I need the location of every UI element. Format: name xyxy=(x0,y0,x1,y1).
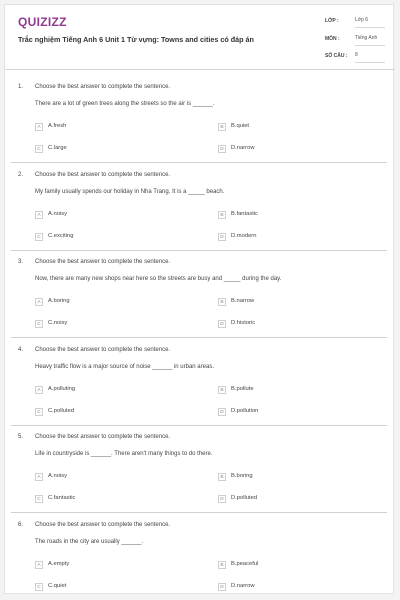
option-letter-box: D xyxy=(218,408,226,416)
option-label: A.fresh xyxy=(48,123,67,129)
count-label: SỐ CÂU : xyxy=(325,53,348,59)
option-letter-box: B xyxy=(218,298,226,306)
option-letter-box: A xyxy=(35,561,43,569)
option-label: C.exciting xyxy=(48,232,74,239)
option-letter-box: A xyxy=(35,473,43,481)
question-instruction: Choose the best answer to complete the sentence. xyxy=(35,171,171,178)
option-letter-box: C xyxy=(35,583,43,591)
option-letter-box: A xyxy=(35,123,43,131)
option-letter-box: D xyxy=(218,320,226,328)
answer-option[interactable] xyxy=(218,583,368,593)
option-letter-box: B xyxy=(218,386,226,394)
subject-value: Tiếng Anh xyxy=(355,35,385,46)
answer-option[interactable] xyxy=(218,495,368,505)
question-instruction: Choose the best answer to complete the sentence. xyxy=(35,259,171,265)
answer-option[interactable] xyxy=(35,211,185,221)
option-label: B.quiet xyxy=(231,123,250,129)
option-label: D.polluted xyxy=(231,495,258,501)
option-letter-box: C xyxy=(35,495,43,503)
option-letter-box: C xyxy=(35,408,43,416)
answer-option[interactable] xyxy=(35,233,185,243)
option-letter-box: B xyxy=(218,123,226,131)
answer-option[interactable] xyxy=(218,473,368,483)
option-letter-box: B xyxy=(218,211,226,219)
option-letter-box: B xyxy=(218,473,226,481)
option-label: B.fantastic xyxy=(231,210,259,217)
question-text: My family usually spends our holiday in Nha Trang. It is a _____ beach. xyxy=(35,188,225,195)
option-letter-box: D xyxy=(218,583,226,591)
option-label: B.narrow xyxy=(231,298,255,304)
question-instruction: Choose the best answer to complete the sentence. xyxy=(35,84,171,90)
count-value: 8 xyxy=(355,52,385,63)
option-letter-box: A xyxy=(35,211,43,219)
option-letter-box: D xyxy=(218,145,226,153)
answer-option[interactable] xyxy=(218,386,368,396)
question-instruction: Choose the best answer to complete the sentence. xyxy=(35,434,171,440)
question-divider xyxy=(11,512,387,513)
answer-option[interactable] xyxy=(218,211,368,221)
question-divider xyxy=(11,250,387,251)
option-letter-box: A xyxy=(35,298,43,306)
option-letter-box: C xyxy=(35,320,43,328)
answer-option[interactable] xyxy=(218,561,368,571)
option-label: A.noisy xyxy=(48,210,68,217)
option-label: C.quiet xyxy=(48,582,67,589)
option-label: D.narrow xyxy=(231,145,255,151)
option-label: D.modern xyxy=(231,232,257,239)
answer-option[interactable] xyxy=(35,123,185,133)
option-label: C.fantastic xyxy=(48,495,76,501)
question-number: 6. xyxy=(18,521,24,528)
option-label: B.peaceful xyxy=(231,560,259,567)
answer-option[interactable] xyxy=(218,145,368,155)
question-text: Heavy traffic flow is a major source of noise ______ in urban areas. xyxy=(35,363,214,370)
option-label: C.large xyxy=(48,145,67,151)
question-text: There are a lot of green trees along the streets so the air is ______. xyxy=(35,101,215,107)
answer-option[interactable] xyxy=(218,123,368,133)
question-divider xyxy=(11,162,387,163)
question-number: 4. xyxy=(18,346,24,353)
answer-option[interactable] xyxy=(218,320,368,330)
option-letter-box: D xyxy=(218,495,226,503)
answer-option[interactable] xyxy=(35,320,185,330)
option-label: D.pollution xyxy=(231,407,259,414)
answer-option[interactable] xyxy=(35,386,185,396)
question-number: 3. xyxy=(18,259,24,265)
question-divider xyxy=(11,425,387,426)
option-label: B.boring xyxy=(231,473,253,479)
answer-option[interactable] xyxy=(35,145,185,155)
worksheet-page xyxy=(4,4,394,594)
question-instruction: Choose the best answer to complete the sentence. xyxy=(35,346,171,353)
answer-option[interactable] xyxy=(218,233,368,243)
option-letter-box: A xyxy=(35,386,43,394)
grade-value: Lớp 6 xyxy=(355,17,385,28)
question-number: 5. xyxy=(18,434,24,440)
answer-option[interactable] xyxy=(35,298,185,308)
option-label: C.noisy xyxy=(48,320,68,326)
option-label: A.polluting xyxy=(48,385,76,392)
question-number: 1. xyxy=(18,84,24,90)
answer-option[interactable] xyxy=(35,408,185,418)
answer-option[interactable] xyxy=(35,561,185,571)
answer-option[interactable] xyxy=(35,583,185,593)
option-label: A.noisy xyxy=(48,473,68,479)
question-text: Now, there are many new shops near here so the streets are busy and _____ during the day. xyxy=(35,276,282,282)
worksheet-title: Trắc nghiệm Tiếng Anh 6 Unit 1 Từ vựng: Towns and cities có đáp án xyxy=(18,35,254,44)
quizizz-logo: QUIZIZZ xyxy=(18,15,67,29)
answer-option[interactable] xyxy=(218,298,368,308)
question-text: The roads in the city are usually ______. xyxy=(35,538,144,545)
option-letter-box: C xyxy=(35,145,43,153)
option-label: C.polluted xyxy=(48,407,75,414)
option-label: B.pollute xyxy=(231,385,254,392)
question-divider xyxy=(11,337,387,338)
worksheet-header xyxy=(5,5,395,70)
answer-option[interactable] xyxy=(218,408,368,418)
question-instruction: Choose the best answer to complete the sentence. xyxy=(35,521,171,528)
grade-label: LỚP : xyxy=(325,18,339,24)
question-number: 2. xyxy=(18,171,24,178)
answer-option[interactable] xyxy=(35,473,185,483)
answer-option[interactable] xyxy=(35,495,185,505)
option-label: D.narrow xyxy=(231,582,255,589)
option-letter-box: C xyxy=(35,233,43,241)
option-label: A.boring xyxy=(48,298,70,304)
option-letter-box: B xyxy=(218,561,226,569)
option-letter-box: D xyxy=(218,233,226,241)
option-label: D.historic xyxy=(231,320,256,326)
option-label: A.empty xyxy=(48,560,70,567)
subject-label: MÔN : xyxy=(325,36,340,42)
question-text: Life in countryside is ______. There aren't many things to do there. xyxy=(35,451,213,457)
